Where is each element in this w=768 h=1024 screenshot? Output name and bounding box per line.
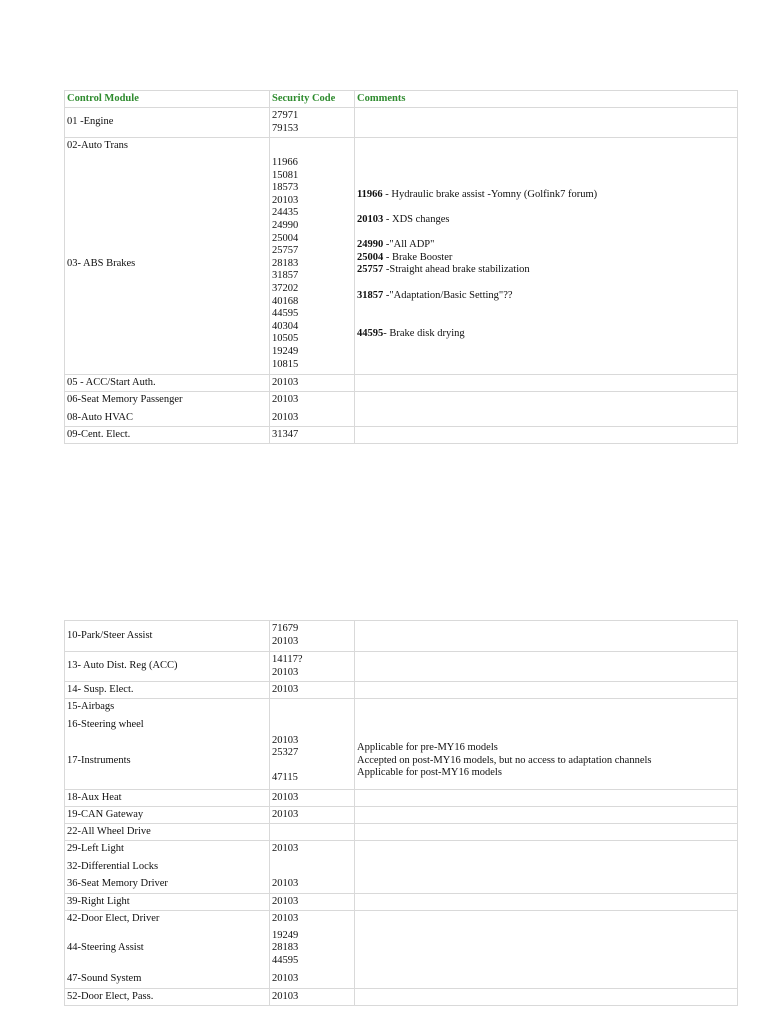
code-cell: 20103 xyxy=(270,790,355,807)
code-value: 31857 xyxy=(272,270,299,282)
code-cell xyxy=(270,108,355,138)
table-row xyxy=(65,824,738,841)
module-label: 29-Left Light xyxy=(67,843,124,854)
header-row xyxy=(65,91,738,108)
code-value: 20103 xyxy=(272,194,299,206)
table-row xyxy=(65,790,738,807)
comment-cell xyxy=(355,894,738,911)
table-row xyxy=(65,807,738,824)
code-value: 20103 xyxy=(272,666,299,678)
table-row xyxy=(65,108,738,138)
comment-cell xyxy=(355,989,738,1006)
code-value: 10815 xyxy=(272,358,299,370)
comment-text: -"All ADP" xyxy=(383,239,435,250)
code-cell: 20103 xyxy=(270,375,355,392)
comment-cell xyxy=(355,108,738,138)
module-cell: 14- Susp. Elect. xyxy=(65,682,270,699)
code-value: 20103 xyxy=(272,394,299,405)
module-label: 02-Auto Trans xyxy=(67,140,128,151)
module-label: 32-Differential Locks xyxy=(67,861,159,872)
code-value: 18573 xyxy=(272,182,299,194)
code-value: 47115 xyxy=(272,772,298,783)
security-codes-table-2 xyxy=(64,620,738,1006)
table-row xyxy=(65,138,738,375)
code-cell xyxy=(270,138,355,375)
code-value: 20103 xyxy=(272,973,299,984)
code-value: 27971 xyxy=(272,109,299,121)
header-comments: Comments xyxy=(355,91,738,108)
module-cell: 22-All Wheel Drive xyxy=(65,824,270,841)
code-value: 44595 xyxy=(272,308,299,320)
code-cell xyxy=(270,911,355,989)
code-value: 14117? xyxy=(272,653,303,665)
code-value: 40304 xyxy=(272,320,299,332)
comment-text: - XDS changes xyxy=(383,214,450,225)
comment-cell xyxy=(355,392,738,427)
code-value: 20103 xyxy=(272,735,299,746)
comment-line xyxy=(357,189,597,202)
module-cell xyxy=(65,911,270,989)
code-cell: 20103 xyxy=(270,682,355,699)
header-security-code: Security Code xyxy=(270,91,355,108)
module-cell xyxy=(65,138,270,375)
code-cell: 31347 xyxy=(270,427,355,444)
module-label: 06-Seat Memory Passenger xyxy=(67,394,183,405)
code-value: 25327 xyxy=(272,747,299,758)
module-cell: 10-Park/Steer Assist xyxy=(65,621,270,652)
code-value: 19249 xyxy=(272,930,299,941)
comment-code: 25757 xyxy=(357,264,384,275)
comment-line: Accepted on post-MY16 models, but no access to adaptation channels xyxy=(357,755,652,766)
module-cell xyxy=(65,392,270,427)
module-label: 47-Sound System xyxy=(67,973,142,984)
comment-code: 20103 xyxy=(357,214,384,225)
code-value: 15081 xyxy=(272,169,299,181)
module-cell: 19-CAN Gateway xyxy=(65,807,270,824)
comment-line xyxy=(357,239,434,252)
comment-code: 44595 xyxy=(357,328,384,339)
code-value: 24990 xyxy=(272,219,299,231)
code-cell xyxy=(270,621,355,652)
code-cell xyxy=(270,699,355,790)
table-row xyxy=(65,911,738,989)
comment-line xyxy=(357,290,513,303)
code-value: 25004 xyxy=(272,232,299,244)
comment-line xyxy=(357,252,452,265)
module-label: 15-Airbags xyxy=(67,701,115,712)
comment-cell xyxy=(355,699,738,790)
comment-cell xyxy=(355,138,738,375)
comment-text: -"Adaptation/Basic Setting"?? xyxy=(383,290,513,301)
module-label: 17-Instruments xyxy=(67,755,131,766)
comment-code: 31857 xyxy=(357,290,384,301)
module-label: 03- ABS Brakes xyxy=(67,258,136,269)
module-label: 42-Door Elect, Driver xyxy=(67,913,160,924)
table-row xyxy=(65,375,738,392)
code-value: 20103 xyxy=(272,843,299,854)
module-label: 16-Steering wheel xyxy=(67,719,144,730)
comment-code: 11966 xyxy=(357,189,383,200)
security-codes-table-1 xyxy=(64,90,738,444)
table-row xyxy=(65,652,738,682)
comment-line: Applicable for pre-MY16 models xyxy=(357,742,498,753)
module-cell xyxy=(65,841,270,894)
code-value: 20103 xyxy=(272,913,299,924)
code-value: 20103 xyxy=(272,878,299,889)
comment-text: -Straight ahead brake stabilization xyxy=(383,264,530,275)
code-cell: 20103 xyxy=(270,807,355,824)
comment-text: - Hydraulic brake assist -Yomny (Golfink7 forum) xyxy=(382,189,598,200)
code-value: 20103 xyxy=(272,412,299,423)
code-cell xyxy=(270,824,355,841)
comment-cell xyxy=(355,841,738,894)
module-cell: 18-Aux Heat xyxy=(65,790,270,807)
code-cell: 20103 xyxy=(270,894,355,911)
code-cell xyxy=(270,392,355,427)
code-value: 40168 xyxy=(272,295,299,307)
code-cell xyxy=(270,652,355,682)
comment-text: - Brake Booster xyxy=(383,252,453,263)
code-cell xyxy=(270,841,355,894)
comment-text: - Brake disk drying xyxy=(383,328,465,339)
code-value: 79153 xyxy=(272,122,299,134)
comment-line xyxy=(357,264,530,277)
header-control-module: Control Module xyxy=(65,91,270,108)
code-value: 24435 xyxy=(272,207,299,219)
module-label: 44-Steering Assist xyxy=(67,942,144,953)
code-value: 11966 xyxy=(272,157,298,168)
table-row xyxy=(65,682,738,699)
module-label: 36-Seat Memory Driver xyxy=(67,878,168,889)
comment-line: Applicable for post-MY16 models xyxy=(357,767,502,778)
module-cell: 39-Right Light xyxy=(65,894,270,911)
comment-code: 24990 xyxy=(357,239,384,250)
code-value: 20103 xyxy=(272,636,299,647)
comment-line xyxy=(357,328,465,341)
module-cell: 52-Door Elect, Pass. xyxy=(65,989,270,1006)
code-value: 44595 xyxy=(272,955,299,966)
module-cell: 01 -Engine xyxy=(65,108,270,138)
code-value: 37202 xyxy=(272,282,299,294)
comment-cell xyxy=(355,790,738,807)
comment-line xyxy=(357,214,449,227)
comment-cell xyxy=(355,427,738,444)
code-value: 28183 xyxy=(272,257,299,269)
module-label: 08-Auto HVAC xyxy=(67,412,134,423)
code-cell: 20103 xyxy=(270,989,355,1006)
comment-cell xyxy=(355,375,738,392)
table-row xyxy=(65,427,738,444)
module-cell xyxy=(65,699,270,790)
comment-cell xyxy=(355,807,738,824)
comment-cell xyxy=(355,682,738,699)
code-value: 19249 xyxy=(272,345,299,357)
table-row xyxy=(65,841,738,894)
code-value: 25757 xyxy=(272,245,299,257)
table-row xyxy=(65,989,738,1006)
table-row xyxy=(65,894,738,911)
comment-cell xyxy=(355,911,738,989)
module-cell: 09-Cent. Elect. xyxy=(65,427,270,444)
table-row xyxy=(65,392,738,427)
code-value: 71679 xyxy=(272,623,299,635)
table-row xyxy=(65,699,738,790)
module-cell: 13- Auto Dist. Reg (ACC) xyxy=(65,652,270,682)
table-row xyxy=(65,621,738,652)
comment-cell xyxy=(355,652,738,682)
code-value: 10505 xyxy=(272,333,299,345)
comment-cell xyxy=(355,824,738,841)
code-value: 28183 xyxy=(272,942,299,953)
comment-code: 25004 xyxy=(357,252,384,263)
module-cell: 05 - ACC/Start Auth. xyxy=(65,375,270,392)
comment-cell xyxy=(355,621,738,652)
